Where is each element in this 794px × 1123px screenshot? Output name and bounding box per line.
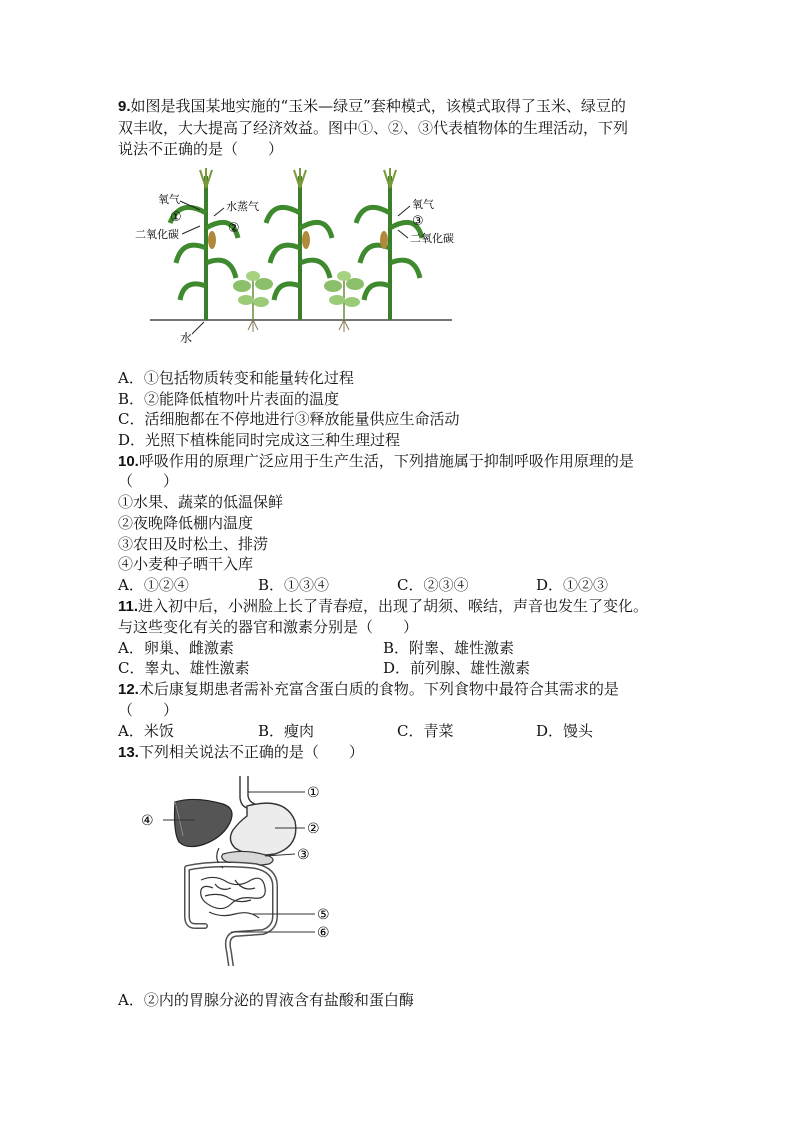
q12-line-1: 12.术后康复期患者需补充富含蛋白质的食物。下列食物中最符合其需求的是 (118, 680, 619, 698)
q10-option-d: D．①②③ (536, 576, 609, 594)
label-oxygen-left: 氧气 (158, 193, 180, 206)
q11-option-c: C．睾丸、雄性激素 (118, 659, 250, 677)
digestive-system-figure (135, 776, 340, 966)
q10-option-a: A．①②④ (118, 576, 189, 594)
label-oxygen-right: 氧气 (412, 198, 434, 211)
liver-shape (175, 799, 233, 846)
digestive-label-4: ④ (141, 813, 154, 829)
stomach-shape (230, 803, 295, 855)
corn-plant-1 (170, 168, 238, 320)
q11-line-1: 11.进入初中后，小洲脸上长了青春痘，出现了胡须、喉结，声音也发生了变化。 (118, 597, 649, 615)
digestive-label-5: ⑤ (317, 907, 330, 923)
q12-number: 12. (118, 681, 139, 698)
q9-option-a: A．①包括物质转变和能量转化过程 (118, 369, 354, 387)
label-circle-3: ③ (412, 214, 424, 229)
digestive-label-6: ⑥ (317, 925, 330, 941)
label-co2-right: 二氧化碳 (410, 232, 454, 245)
q10-option-c: C．②③④ (397, 576, 469, 594)
label-water-vapor: 水蒸气 (226, 200, 259, 213)
corn-plant-2 (266, 168, 332, 320)
q10-number: 10. (118, 453, 139, 470)
bean-plant-1 (233, 271, 273, 332)
q11-option-a: A．卵巢、雌激素 (118, 639, 234, 657)
q10-line-2: （ ） (118, 472, 179, 490)
small-intestine-shape (201, 877, 266, 918)
q11-number: 11. (118, 598, 139, 615)
q9-number: 9. (118, 98, 131, 115)
q9-line-3: 说法不正确的是（ ） (118, 140, 284, 158)
q11-option-b: B．附睾、雄性激素 (383, 639, 515, 657)
q10-option-b: B．①③④ (258, 576, 330, 594)
q10-item-1: ①水果、蔬菜的低温保鲜 (118, 493, 284, 511)
q10-item-4: ④小麦种子晒干入库 (118, 555, 254, 573)
q13-number: 13. (118, 744, 139, 761)
q9-option-c: C．活细胞都在不停地进行③释放能量供应生命活动 (118, 410, 460, 428)
bean-plant-2 (324, 271, 364, 332)
digestive-label-3: ③ (297, 847, 310, 863)
q12-line-2: （ ） (118, 701, 179, 719)
q13-line-1: 13.下列相关说法不正确的是（ ） (118, 743, 364, 761)
q9-option-d: D．光照下植株能同时完成这三种生理过程 (118, 431, 401, 449)
q12-option-a: A．米饭 (118, 722, 174, 740)
q12-option-b: B．瘦肉 (258, 722, 315, 740)
q11-line-2: 与这些变化有关的器官和激素分别是（ ） (118, 618, 419, 636)
q12-option-c: C．青菜 (397, 722, 454, 740)
q9-line-2: 双丰收，大大提高了经济效益。图中①、②、③代表植物体的生理活动，下列 (118, 119, 629, 137)
digestive-label-1: ① (307, 785, 320, 801)
label-circle-1: ① (170, 210, 182, 225)
q9-line-1: 9.如图是我国某地实施的“玉米—绿豆”套种模式，该模式取得了玉米、绿豆的 (118, 97, 626, 115)
q11-option-d: D．前列腺、雄性激素 (383, 659, 531, 677)
q10-item-2: ②夜晚降低棚内温度 (118, 514, 254, 532)
label-circle-2: ② (228, 221, 240, 236)
q10-item-3: ③农田及时松土、排涝 (118, 535, 269, 553)
q13-option-a: A．②内的胃腺分泌的胃液含有盐酸和蛋白酶 (118, 991, 414, 1009)
digestive-label-2: ② (307, 821, 320, 837)
label-water: 水 (180, 331, 193, 345)
corn-bean-intercrop-figure (120, 168, 470, 350)
q12-option-d: D．馒头 (536, 722, 594, 740)
label-co2-left: 二氧化碳 (135, 228, 179, 241)
q10-line-1: 10.呼吸作用的原理广泛应用于生产生活，下列措施属于抑制呼吸作用原理的是 (118, 452, 634, 470)
q9-option-b: B．②能降低植物叶片表面的温度 (118, 390, 340, 408)
